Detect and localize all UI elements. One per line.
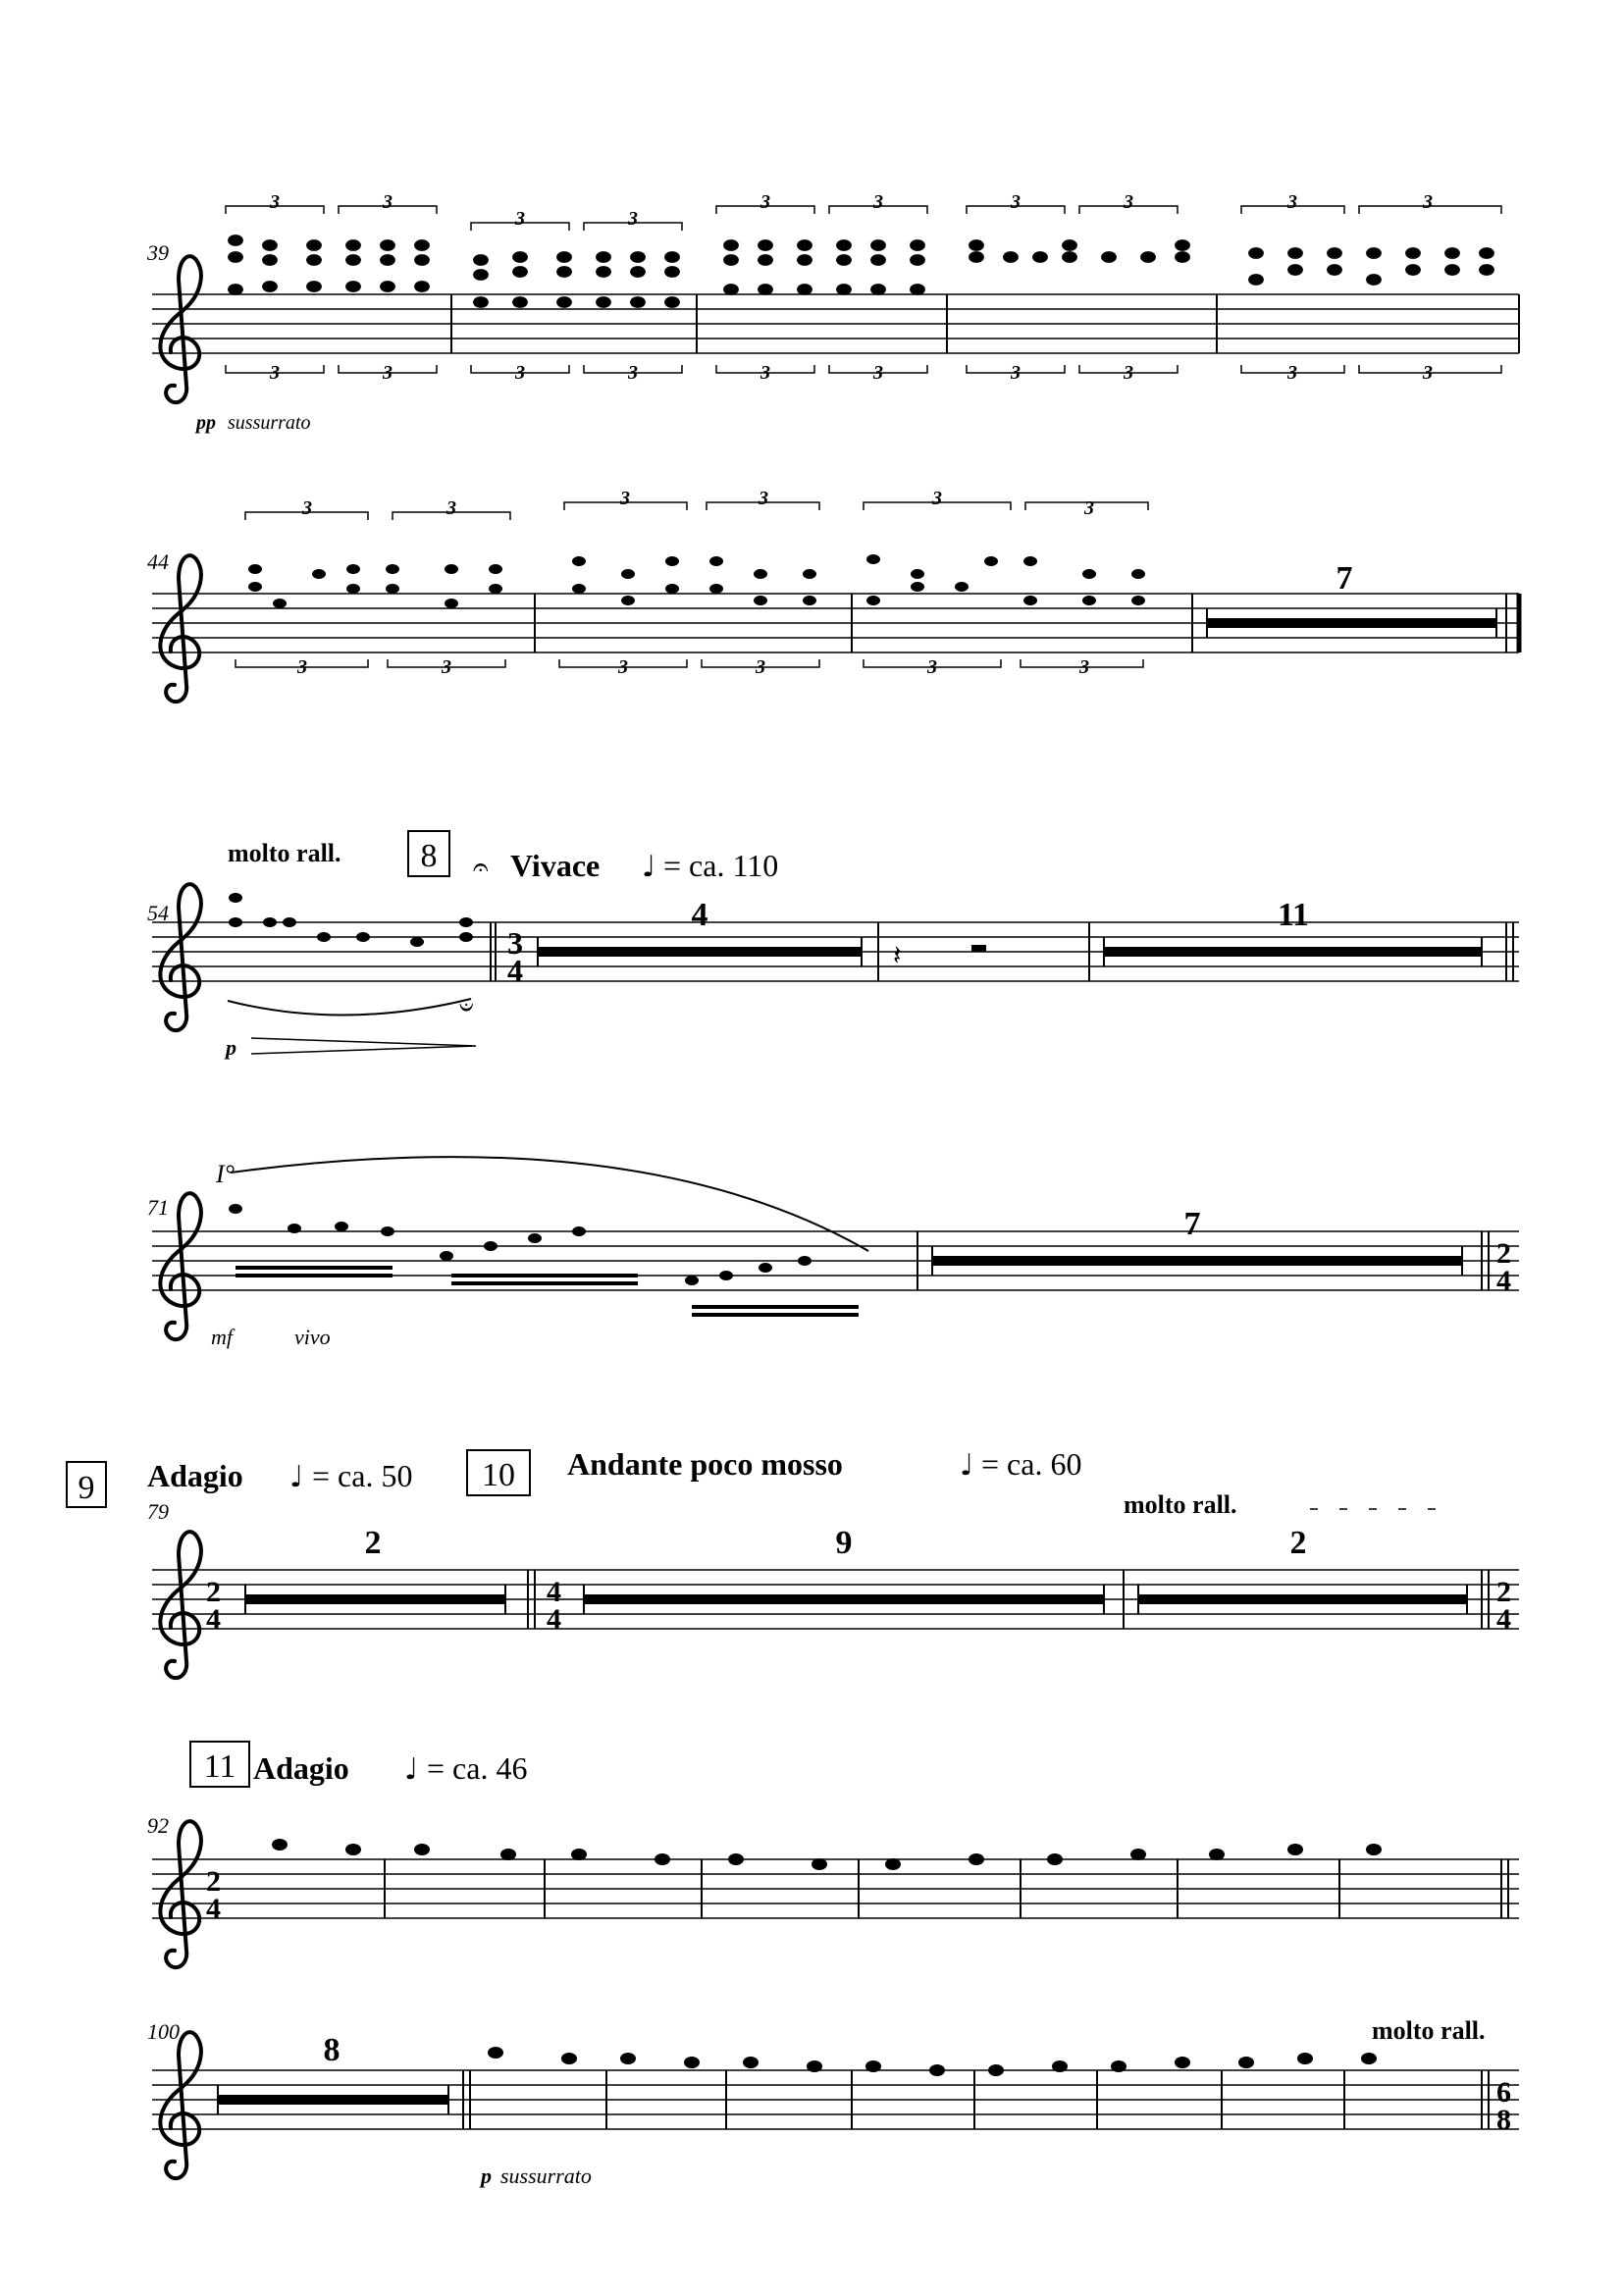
multirest-bar [584,1594,1104,1604]
dynamic-marking: p [226,1035,236,1060]
melody-notes [488,2047,1377,2076]
tempo-text: molto rall. [1372,2016,1486,2045]
time-sig-top: 2 [206,1865,221,1898]
quarter-note-icon: ♩ [404,1752,419,1787]
svg-text:3: 3 [446,497,456,519]
measure-number: 100 [147,2019,180,2044]
multirest-count: 7 [1336,560,1353,597]
time-sig-top: 2 [1496,1576,1511,1608]
treble-clef-icon [160,1532,201,1678]
svg-text:3: 3 [383,191,393,213]
tuplet-numbers [296,488,1094,678]
rehearsal-mark: 9 [78,1470,95,1506]
measure-number: 39 [147,240,169,265]
notes [229,893,473,947]
dynamic-marking: pp [196,412,216,434]
time-sig-top: 2 [1496,1237,1511,1270]
measure-number: 71 [147,1195,169,1220]
svg-text:3: 3 [1287,362,1297,384]
svg-text:3: 3 [620,488,630,509]
svg-text:3: 3 [1124,191,1133,213]
rehearsal-mark: 10 [482,1457,515,1493]
svg-text:3: 3 [756,656,765,678]
multirest-count: 4 [691,897,708,933]
time-sig-bottom: 4 [206,1893,221,1925]
metronome-value: = ca. 110 [663,848,779,883]
notehead-group [229,235,429,294]
system-6 [147,1742,1519,1967]
note-clusters [229,235,1493,307]
phrase-slur [231,1157,868,1251]
staff-lines [152,1859,1519,1918]
time-sig-bottom: 4 [206,1603,221,1636]
tempo-marking: Andante poco mosso [567,1446,843,1482]
measure-number: 54 [147,901,169,925]
tempo-marking: Vivace [510,848,601,883]
notehead-group [1249,248,1493,285]
svg-text:3: 3 [270,362,280,384]
multirest-bar [1138,1594,1467,1604]
svg-text:3: 3 [1084,497,1094,519]
half-rest-icon [971,945,986,952]
multirest-bar [932,1256,1462,1266]
svg-text:3: 3 [1011,191,1021,213]
time-sig-bottom: 8 [1496,2104,1511,2136]
rehearsal-mark: 8 [420,838,438,874]
multirest-bar [218,2095,448,2105]
instruction-text: I° [216,1160,236,1188]
metronome-value: = ca. 60 [981,1446,1082,1482]
fermata-icon: 𝄑 [459,993,474,1022]
quarter-note-icon: ♩ [642,850,656,884]
svg-text:3: 3 [515,362,525,384]
svg-text:3: 3 [383,362,393,384]
time-sig-bottom: 4 [1496,1603,1511,1636]
tempo-marking: Adagio [147,1458,243,1493]
svg-text:3: 3 [442,656,451,678]
time-sig-top: 3 [507,925,523,961]
svg-text:3: 3 [297,656,307,678]
multirest-count: 11 [1277,897,1310,933]
quarter-note-icon: ♩ [960,1448,974,1483]
time-sig-top: 6 [1496,2076,1511,2109]
svg-text:3: 3 [1124,362,1133,384]
svg-text:3: 3 [873,191,883,213]
tempo-text: molto rall. [1124,1490,1237,1519]
multirest-count: 7 [1183,1206,1201,1242]
svg-text:3: 3 [618,656,628,678]
multirest-bar [1207,618,1496,628]
dynamic-marking: p [481,2164,492,2188]
svg-text:3: 3 [1423,191,1433,213]
treble-clef-icon [160,256,201,402]
multirest-bar [538,947,862,957]
time-sig-top: 4 [547,1576,561,1608]
rehearsal-mark: 11 [203,1748,236,1785]
decrescendo-hairpin [251,1038,476,1054]
system-4 [147,1157,1519,1349]
expression-text: vivo [294,1325,331,1349]
quarter-note-icon: ♩ [289,1460,304,1494]
fermata-icon: 𝄐 [473,851,489,883]
svg-text:3: 3 [1011,362,1021,384]
slur [228,999,471,1016]
svg-text:3: 3 [1079,656,1089,678]
multirest-count: 9 [835,1525,853,1561]
tempo-text: molto rall. [228,839,341,867]
system-1 [146,191,1519,434]
tuplet-brackets [236,502,1148,667]
time-sig-bottom: 4 [1496,1265,1511,1297]
expression-text: sussurrato [500,2164,592,2188]
svg-text:3: 3 [1287,191,1297,213]
measure-number: 44 [147,549,169,574]
treble-clef-icon [160,1821,201,1967]
system-3 [147,831,1519,1060]
note-clusters [248,554,1145,608]
time-sig-bottom: 4 [547,1603,561,1636]
multirest-count: 2 [364,1525,382,1561]
system-7 [147,2016,1519,2188]
svg-text:3: 3 [760,191,770,213]
treble-clef-icon [160,2032,201,2178]
svg-text:3: 3 [270,191,280,213]
svg-text:3: 3 [628,362,638,384]
svg-text:3: 3 [932,488,942,509]
svg-text:3: 3 [759,488,768,509]
system-2 [147,488,1519,702]
multirest-count: 2 [1289,1525,1307,1561]
metronome-value: = ca. 46 [427,1750,528,1786]
notehead-group [474,252,679,307]
expression-text: sussurrato [228,412,311,434]
measure-number: 79 [147,1499,169,1524]
svg-text:3: 3 [760,362,770,384]
multirest-bar [245,1594,505,1604]
time-sig-top: 2 [206,1576,221,1608]
notehead-group [724,240,924,294]
svg-text:3: 3 [873,362,883,384]
quarter-rest-icon: 𝄽 [893,939,902,971]
system-5 [67,1446,1519,1678]
melody-notes [272,1839,1382,1870]
staff-lines [152,294,1519,353]
dynamic-marking: mf [211,1325,233,1349]
multirest-count: 8 [323,2032,341,2068]
measure-number: 92 [147,1813,169,1838]
tempo-marking: Adagio [253,1750,349,1786]
time-sig-bottom: 4 [507,953,523,988]
svg-text:3: 3 [515,208,525,230]
notehead-group [969,240,1189,262]
svg-text:3: 3 [1423,362,1433,384]
svg-text:3: 3 [302,497,312,519]
treble-clef-icon [160,555,201,702]
svg-text:3: 3 [927,656,937,678]
metronome-value: = ca. 50 [312,1458,413,1493]
multirest-bar [1104,947,1482,957]
svg-text:3: 3 [628,208,638,230]
